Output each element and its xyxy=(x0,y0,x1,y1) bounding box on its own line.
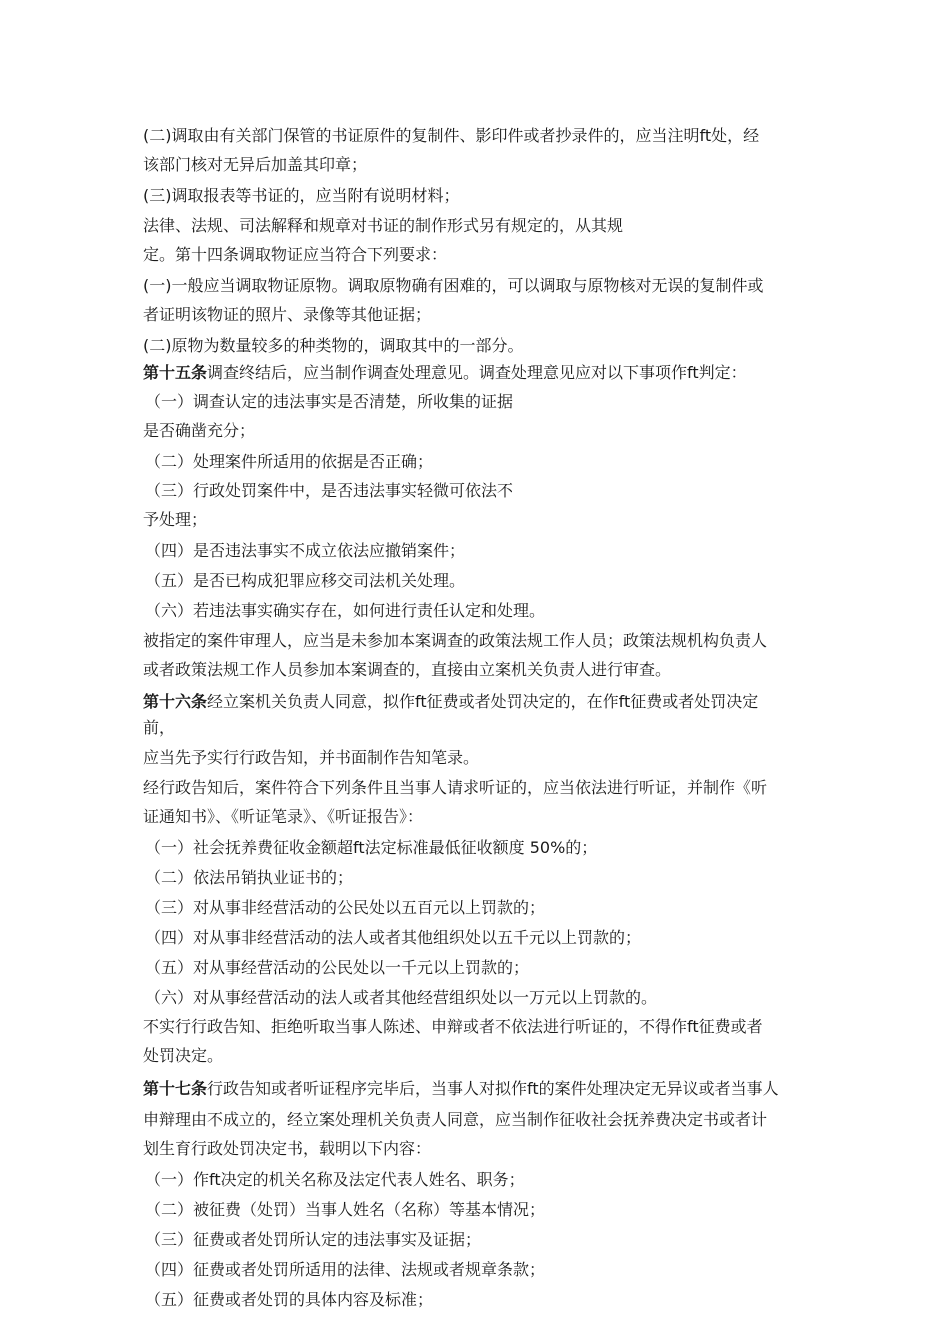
paragraph-line: 证通知书》、《听证笔录》、《听证报告》： xyxy=(143,807,424,826)
list-item: （一）作ft决定的机关名称及法定代表人姓名、职务； xyxy=(145,1170,525,1189)
paragraph-line: 被指定的案件审理人，应当是未参加本案调查的政策法规工作人员；政策法规机构负责人 xyxy=(143,631,768,650)
paragraph-line: 经行政告知后，案件符合下列条件且当事人请求听证的，应当依法进行听证，并制作《听 xyxy=(143,778,768,797)
paragraph-line: (一)一般应当调取物证原物。调取原物确有困难的，可以调取与原物核对无误的复制件或 xyxy=(143,276,764,295)
article-heading: 第十五条 xyxy=(143,363,208,382)
list-item: （四）是否违法事实不成立依法应撤销案件； xyxy=(145,541,466,560)
list-item: （六）若违法事实确实存在，如何进行责任认定和处理。 xyxy=(145,601,546,620)
article-line xyxy=(143,363,747,383)
article-text: 调查终结后，应当制作调查处理意见。调查处理意见应对以下事项作ft判定： xyxy=(207,363,747,382)
paragraph-line: 是否确凿充分； xyxy=(143,421,256,440)
paragraph-line: 予处理； xyxy=(143,510,208,529)
paragraph-line: 该部门核对无异后加盖其印章； xyxy=(143,155,368,174)
list-item: （五）对从事经营活动的公民处以一千元以上罚款的； xyxy=(145,958,530,977)
article-line xyxy=(143,692,758,712)
list-item: （三）征费或者处罚所认定的违法事实及证据； xyxy=(145,1230,482,1249)
list-item: （四）征费或者处罚所适用的法律、法规或者规章条款； xyxy=(145,1260,546,1279)
list-item: （二）依法吊销执业证书的； xyxy=(145,868,354,887)
list-item: （四）对从事非经营活动的法人或者其他组织处以五千元以上罚款的； xyxy=(145,928,642,947)
list-item: （一）调查认定的违法事实是否清楚，所收集的证据 xyxy=(145,392,514,411)
paragraph-line: 不实行行政告知、拒绝听取当事人陈述、申辩或者不依法进行听证的，不得作ft征费或者 xyxy=(143,1017,763,1036)
paragraph-line: 前， xyxy=(143,718,176,737)
list-item: （一）社会抚养费征收金额超ft法定标准最低征收额度 50%的； xyxy=(145,838,598,857)
paragraph-line: 者证明该物证的照片、录像等其他证据； xyxy=(143,305,432,324)
paragraph-line: (三)调取报表等书证的，应当附有说明材料； xyxy=(143,186,460,205)
paragraph-line: 申辩理由不成立的，经立案处理机关负责人同意，应当制作征收社会抚养费决定书或者计 xyxy=(143,1110,768,1129)
list-item: （五）是否已构成犯罪应移交司法机关处理。 xyxy=(145,571,466,590)
article-text: 行政告知或者听证程序完毕后，当事人对拟作ft的案件处理决定无异议或者当事人 xyxy=(207,1079,779,1098)
list-item: （六）对从事经营活动的法人或者其他经营组织处以一万元以上罚款的。 xyxy=(145,988,658,1007)
article-line xyxy=(143,1079,779,1099)
paragraph-line: 法律、法规、司法解释和规章对书证的制作形式另有规定的，从其规 xyxy=(143,216,624,235)
article-heading: 第十六条 xyxy=(143,692,208,711)
paragraph-line: 处罚决定。 xyxy=(143,1046,224,1065)
article-text: 经立案机关负责人同意，拟作ft征费或者处罚决定的，在作ft征费或者处罚决定 xyxy=(207,692,759,711)
list-item: （三）对从事非经营活动的公民处以五百元以上罚款的； xyxy=(145,898,546,917)
list-item: （二）被征费（处罚）当事人姓名（名称）等基本情况； xyxy=(145,1200,546,1219)
paragraph-line: 划生育行政处罚决定书，载明以下内容： xyxy=(143,1139,432,1158)
list-item: （五）征费或者处罚的具体内容及标准； xyxy=(145,1290,434,1309)
paragraph-line: 或者政策法规工作人员参加本案调查的，直接由立案机关负责人进行审查。 xyxy=(143,660,672,679)
list-item: （二）处理案件所适用的依据是否正确； xyxy=(145,452,434,471)
paragraph-line: (二)原物为数量较多的种类物的，调取其中的一部分。 xyxy=(143,336,524,355)
paragraph-line: (二)调取由有关部门保管的书证原件的复制件、影印件或者抄录件的，应当注明ft处，经 xyxy=(143,126,760,145)
paragraph-line: 应当先予实行行政告知，并书面制作告知笔录。 xyxy=(143,748,480,767)
article-heading: 第十七条 xyxy=(143,1079,208,1098)
paragraph-line: 定。第十四条调取物证应当符合下列要求： xyxy=(143,245,448,264)
list-item: （三）行政处罚案件中，是否违法事实轻微可依法不 xyxy=(145,481,514,500)
